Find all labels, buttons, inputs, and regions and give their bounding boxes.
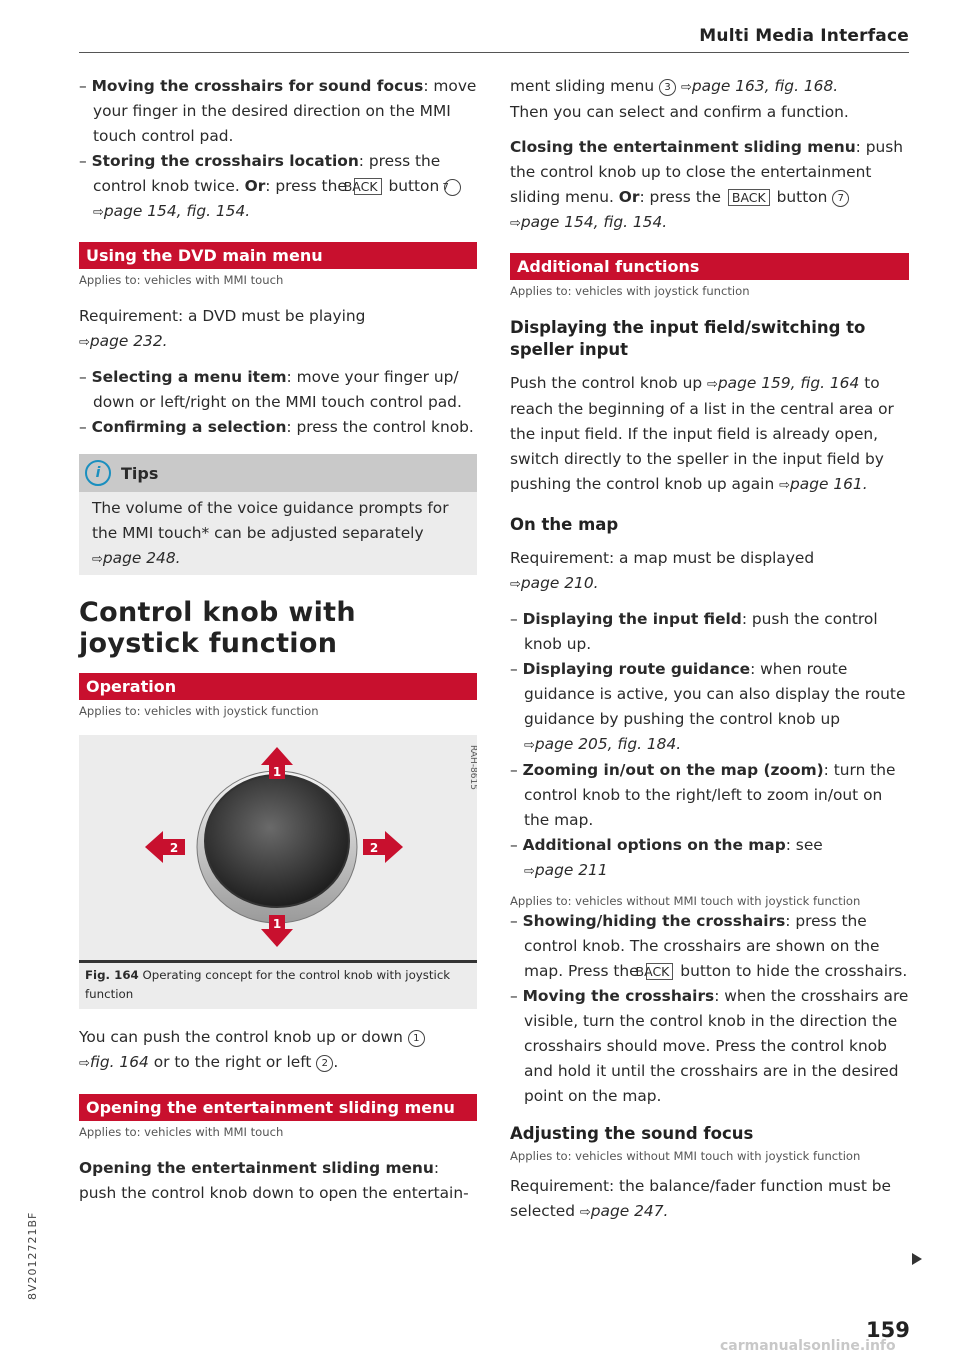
applies-to: Applies to: vehicles without MMI touch with joystick function (510, 1149, 861, 1163)
list-item: – Moving the crosshairs for sound focus: move your finger in the desired direction on the MMI touch control pad. (79, 77, 477, 145)
tips-label: Tips (121, 463, 159, 483)
arrow-left-icon (145, 831, 185, 863)
callout-number: 7 (832, 190, 849, 207)
cross-reference[interactable]: page 154, fig. 154. (520, 213, 668, 231)
list-item: – Showing/hiding the crosshairs: press the control knob. The crosshairs are shown on the map. Press the BACK button to hide the crosshairs. (510, 912, 908, 980)
list-item: – Displaying route guidance: when route guidance is active, you can also display the route guidance by pushing the control knob up ⇨page 205, fig. 184. (510, 660, 906, 753)
figure-joystick (79, 735, 477, 963)
cross-reference[interactable]: page 163, fig. 168. (691, 77, 839, 95)
requirement: Requirement: the balance/fader function must be selected ⇨page 247. (510, 1177, 891, 1220)
cross-reference[interactable]: page 211 (534, 861, 608, 879)
cross-reference[interactable]: fig. 164 (89, 1053, 149, 1071)
arrow-icon: ⇨ (79, 335, 90, 350)
paragraph: Opening the entertainment sliding menu: push the control knob down to open the entertain- (79, 1159, 469, 1202)
page-header (79, 26, 909, 53)
paragraph: You can push the control knob up or down 1 ⇨fig. 164 or to the right or left 2 . (79, 1025, 477, 1076)
continue-arrow-icon (912, 1253, 922, 1265)
arrow-icon: ⇨ (579, 1205, 591, 1220)
joystick-diagram (79, 735, 477, 960)
back-key: BACK (728, 189, 770, 206)
cross-reference[interactable]: page 159, fig. 164 (717, 374, 860, 392)
cross-reference[interactable]: page 205, fig. 184. (534, 735, 682, 753)
tips-header (79, 454, 477, 492)
arrow-right-label: 2 (369, 841, 379, 855)
watermark: carmanualsonline.info (720, 1338, 896, 1354)
section-heading-operation: Operation (79, 673, 477, 700)
chapter-title: Control knob with joystick function (79, 597, 356, 659)
applies-to: Applies to: vehicles with MMI touch (79, 1125, 284, 1139)
requirement: Requirement: a map must be displayed ⇨page 210. (510, 549, 815, 592)
back-key: BACK (646, 963, 674, 980)
subheading: Adjusting the sound focus (510, 1124, 754, 1143)
paragraph: Closing the entertainment sliding menu: push the control knob up to close the entertainment sliding menu. Or: press the BACK button 7 ⇨page 154, fig. 154. (510, 138, 904, 231)
arrow-icon: ⇨ (707, 377, 718, 392)
list-item: – Storing the crosshairs location: press the control knob twice. Or: press the BACK button 7 ⇨page 154, fig. 154. (79, 149, 477, 225)
list-item: – Moving the crosshairs: when the crosshairs are visible, turn the control knob in the direction the crosshairs should move. Press the control knob and hold it until the crosshairs are in the desired point on the map. (510, 987, 909, 1105)
section-heading-dvd: Using the DVD main menu (79, 242, 477, 269)
arrow-icon: ⇨ (680, 80, 692, 95)
arrow-icon: ⇨ (524, 738, 535, 753)
cross-reference[interactable]: page 154, fig. 154. (103, 202, 251, 220)
cross-reference[interactable]: page 210. (520, 574, 599, 592)
callout-number: 7 (444, 179, 461, 196)
applies-to: Applies to: vehicles with joystick function (510, 284, 750, 298)
cross-reference[interactable]: page 247. (590, 1202, 669, 1220)
applies-to: Applies to: vehicles with joystick function (79, 704, 319, 718)
back-key: BACK (354, 178, 382, 195)
arrow-right-icon (363, 831, 403, 863)
subheading: Displaying the input field/switching to speller input (510, 318, 866, 359)
callout-number: 3 (659, 79, 676, 96)
section-heading-additional: Additional functions (510, 253, 909, 280)
figure-caption: Fig. 164 Operating concept for the control knob with joystick function (79, 963, 477, 1009)
arrow-down-label: 1 (272, 917, 282, 931)
right-column (510, 74, 909, 1225)
list-item: – Confirming a selection: press the control knob. (79, 418, 474, 436)
figure-code: RAH-8615 (468, 745, 477, 790)
arrow-icon: ⇨ (79, 1056, 90, 1071)
list-item: – Additional options on the map: see ⇨page 211 (510, 836, 823, 879)
paragraph: Push the control knob up ⇨page 159, fig. 164 to reach the beginning of a list in the central area or the input field. If the input field is already open, switch directly to the speller in the input field by pushing the control knob up again ⇨page 161. (510, 374, 894, 493)
tips-body: The volume of the voice guidance prompts for the MMI touch* can be adjusted separately ⇨page 248. (79, 492, 477, 575)
requirement: Requirement: a DVD must be playing ⇨page 232. (79, 307, 366, 350)
cross-reference[interactable]: page 161. (790, 475, 868, 493)
list-item: – Zooming in/out on the map (zoom): turn the control knob to the right/left to zoom in/out on the map. (510, 761, 896, 829)
list-item: – Displaying the input field: push the control knob up. (510, 610, 878, 653)
arrow-left-label: 2 (169, 841, 179, 855)
left-column (79, 74, 477, 1206)
header-title: Multi Media Interface (699, 26, 909, 46)
subheading: On the map (510, 515, 619, 534)
section-heading-opening: Opening the entertainment sliding menu (79, 1094, 477, 1121)
arrow-icon: ⇨ (524, 864, 535, 879)
cross-reference[interactable]: page 248. (102, 549, 181, 567)
callout-number: 1 (408, 1030, 425, 1047)
document-code: 8V2012721BF (26, 1211, 39, 1300)
arrow-icon: ⇨ (92, 552, 103, 567)
arrow-up-label: 1 (272, 765, 282, 779)
arrow-icon: ⇨ (510, 577, 521, 592)
applies-to: Applies to: vehicles with MMI touch (79, 273, 284, 287)
arrow-icon: ⇨ (779, 478, 791, 493)
applies-to: Applies to: vehicles without MMI touch with joystick function (510, 894, 861, 908)
arrow-icon: ⇨ (510, 216, 521, 231)
paragraph: ment sliding menu 3 ⇨page 163, fig. 168. Then you can select and confirm a function. (510, 77, 849, 121)
arrow-icon: ⇨ (93, 205, 104, 220)
knob-top (205, 775, 349, 907)
list-item: – Selecting a menu item: move your finger up/ down or left/right on the MMI touch control pad. (79, 368, 462, 411)
info-icon: i (85, 460, 111, 486)
callout-number: 2 (316, 1055, 333, 1072)
page-number: 159 (866, 1318, 910, 1342)
cross-reference[interactable]: page 232. (89, 332, 168, 350)
